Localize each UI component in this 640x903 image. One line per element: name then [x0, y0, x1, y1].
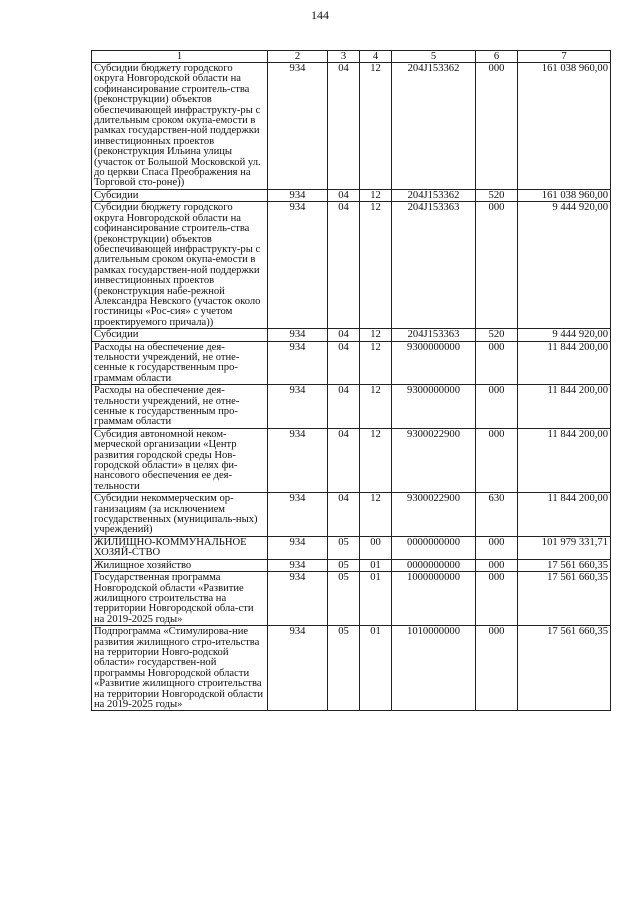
cell-expense-type: 000: [476, 341, 518, 385]
cell-target-article: 9300022900: [392, 428, 476, 492]
header-row: [92, 51, 611, 63]
cell-subsection: 12: [360, 189, 392, 201]
cell-subsection: 12: [360, 493, 392, 537]
cell-section: 04: [328, 189, 360, 201]
cell-grbs-code: 934: [268, 202, 328, 329]
table-row: [92, 329, 611, 341]
col-header-7: 7: [518, 51, 611, 63]
cell-grbs-code: 934: [268, 385, 328, 429]
cell-grbs-code: 934: [268, 493, 328, 537]
cell-expense-type: 000: [476, 536, 518, 559]
cell-name: ЖИЛИЩНО-КОММУНАЛЬНОЕ ХОЗЯЙ-СТВО: [92, 536, 268, 559]
cell-name: Субсидии: [92, 329, 268, 341]
cell-target-article: 1000000000: [392, 572, 476, 626]
cell-amount: 11 844 200,00: [518, 428, 611, 492]
cell-amount: 9 444 920,00: [518, 329, 611, 341]
cell-target-article: 204J153362: [392, 189, 476, 201]
cell-amount: 17 561 660,35: [518, 559, 611, 571]
cell-section: 04: [328, 63, 360, 190]
cell-grbs-code: 934: [268, 536, 328, 559]
cell-target-article: 0000000000: [392, 559, 476, 571]
cell-grbs-code: 934: [268, 559, 328, 571]
cell-section: 04: [328, 341, 360, 385]
table-row: [92, 63, 611, 190]
cell-subsection: 12: [360, 202, 392, 329]
cell-subsection: 12: [360, 329, 392, 341]
cell-target-article: 0000000000: [392, 536, 476, 559]
table-row: [92, 341, 611, 385]
cell-amount: 11 844 200,00: [518, 493, 611, 537]
cell-target-article: 1010000000: [392, 626, 476, 711]
col-header-3: 3: [328, 51, 360, 63]
cell-subsection: 01: [360, 559, 392, 571]
table-row: [92, 559, 611, 571]
cell-expense-type: 000: [476, 63, 518, 190]
col-header-2: 2: [268, 51, 328, 63]
cell-name: Расходы на обеспечение дея-тельности учреждений, не отне-сенные к государственным про-граммам области: [92, 341, 268, 385]
cell-expense-type: 520: [476, 189, 518, 201]
cell-amount: 11 844 200,00: [518, 341, 611, 385]
col-header-4: 4: [360, 51, 392, 63]
table-row: [92, 428, 611, 492]
cell-target-article: 204J153362: [392, 63, 476, 190]
table-row: [92, 202, 611, 329]
cell-section: 05: [328, 559, 360, 571]
cell-grbs-code: 934: [268, 341, 328, 385]
table-body: [92, 63, 611, 711]
table-row: [92, 385, 611, 429]
cell-target-article: 204J153363: [392, 202, 476, 329]
cell-amount: 17 561 660,35: [518, 572, 611, 626]
cell-expense-type: 630: [476, 493, 518, 537]
cell-amount: 101 979 331,71: [518, 536, 611, 559]
cell-grbs-code: 934: [268, 329, 328, 341]
cell-name: Субсидии некоммерческим ор-ганизациям (за исключением государственных (муниципаль-ных) учреждений): [92, 493, 268, 537]
cell-expense-type: 000: [476, 572, 518, 626]
cell-expense-type: 000: [476, 559, 518, 571]
page-number: 144: [311, 8, 329, 22]
cell-subsection: 01: [360, 572, 392, 626]
cell-subsection: 12: [360, 385, 392, 429]
cell-subsection: 12: [360, 428, 392, 492]
table-row: [92, 493, 611, 537]
cell-expense-type: 000: [476, 626, 518, 711]
cell-grbs-code: 934: [268, 428, 328, 492]
cell-amount: 161 038 960,00: [518, 189, 611, 201]
cell-target-article: 204J153363: [392, 329, 476, 341]
col-header-6: 6: [476, 51, 518, 63]
cell-section: 05: [328, 572, 360, 626]
cell-name: Жилищное хозяйство: [92, 559, 268, 571]
table-row: [92, 626, 611, 711]
cell-name: Субсидия автономной неком-мерческой организации «Центр развития городской среды Нов-городской области» в целях фи-нансового обеспечения ее дея-тельности: [92, 428, 268, 492]
cell-target-article: 9300000000: [392, 385, 476, 429]
cell-section: 04: [328, 428, 360, 492]
table-row: [92, 572, 611, 626]
cell-section: 05: [328, 626, 360, 711]
cell-subsection: 00: [360, 536, 392, 559]
budget-table: [91, 50, 611, 711]
col-header-1: 1: [92, 51, 268, 63]
cell-expense-type: 000: [476, 202, 518, 329]
table-row: [92, 189, 611, 201]
cell-grbs-code: 934: [268, 63, 328, 190]
cell-section: 05: [328, 536, 360, 559]
cell-name: Субсидии: [92, 189, 268, 201]
cell-subsection: 12: [360, 63, 392, 190]
cell-name: Расходы на обеспечение дея-тельности учреждений, не отне-сенные к государственным про-граммам области: [92, 385, 268, 429]
cell-name: Подпрограмма «Стимулирова-ние развития жилищного стро-ительства на территории Новго-родской области» государствен-ной программы Новгородской области «Развитие жилищного строительства на территории Новгородской области на 2019-2025 годы»: [92, 626, 268, 711]
cell-section: 04: [328, 385, 360, 429]
cell-amount: 161 038 960,00: [518, 63, 611, 190]
cell-name: Субсидии бюджету городского округа Новгородской области на софинансирование строитель-ства (реконструкции) объектов обеспечивающей инфраструкту-ры с длительным сроком окупа-емости в рамках государствен-ной поддержки инвестиционных проектов (реконструкция Ильина улицы (участок от Большой Московской ул. до церкви Спаса Преображения на Торговой сто-роне)): [92, 63, 268, 190]
cell-amount: 17 561 660,35: [518, 626, 611, 711]
cell-expense-type: 000: [476, 385, 518, 429]
cell-section: 04: [328, 493, 360, 537]
cell-target-article: 9300022900: [392, 493, 476, 537]
cell-grbs-code: 934: [268, 189, 328, 201]
cell-amount: 9 444 920,00: [518, 202, 611, 329]
cell-amount: 11 844 200,00: [518, 385, 611, 429]
col-header-5: 5: [392, 51, 476, 63]
cell-subsection: 12: [360, 341, 392, 385]
cell-section: 04: [328, 329, 360, 341]
cell-expense-type: 000: [476, 428, 518, 492]
cell-name: Государственная программа Новгородской области «Развитие жилищного строительства на территории Новгородской обла-сти на 2019-2025 годы»: [92, 572, 268, 626]
cell-target-article: 9300000000: [392, 341, 476, 385]
cell-name: Субсидии бюджету городского округа Новгородской области на софинансирование строитель-ства (реконструкции) объектов обеспечивающей инфраструкту-ры с длительным сроком окупа-емости в рамках государствен-ной поддержки инвестиционных проектов (реконструкция набе-режной Александра Невского (участок около гостиницы «Рос-сия» с учетом проектируемого причала)): [92, 202, 268, 329]
table-row: [92, 536, 611, 559]
cell-grbs-code: 934: [268, 626, 328, 711]
cell-grbs-code: 934: [268, 572, 328, 626]
cell-expense-type: 520: [476, 329, 518, 341]
cell-subsection: 01: [360, 626, 392, 711]
cell-section: 04: [328, 202, 360, 329]
